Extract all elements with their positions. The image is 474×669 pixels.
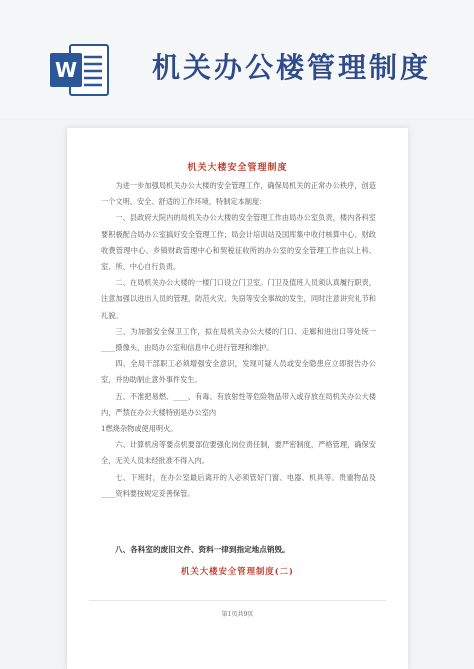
paragraph-1: 一、县政府大院内的局机关办公大楼的安全管理工作由局办公室负责，楼内各科室要积极配合局办公室搞好安全管理工作；局会计培训站及国库集中收付核算中心、财政收费管理中心、乡镇财政管理中心和契税征收所的办公室的安全管理工作由以上科、室、所、中心自行负责。 — [101, 213, 376, 272]
paragraph-2: 二、在局机关办公大楼的一楼门口设立门卫室。门卫及值班人员须认真履行职责，注意加强以进出人员的管理，防范火灾、失窃等安全事故的发生，同时注意讲究礼节和礼貌。 — [101, 278, 376, 320]
page-number: 第1页共9页 — [221, 611, 254, 618]
document-title: 机关大楼安全管理制度 — [187, 163, 288, 173]
word-document-icon — [48, 39, 110, 101]
header-banner — [0, 0, 474, 118]
paragraph-8-bold: 八、各科室的废旧文件、资料一律到指定地点销毁。 — [115, 545, 290, 554]
paragraph-4: 四、全局干部职工必须增强安全意识，发现可疑人员或安全隐患应立即报告办公室，并协助制止意外事件发生。 — [101, 359, 376, 385]
document-page — [67, 128, 408, 669]
document-subtitle: 机关大楼安全管理制度(二) — [180, 566, 295, 576]
paragraph-5: 五、不准把易燃、____、有毒、有放射性等危险物品带入或存放在局机关办公大楼内，严禁在办公大楼特别是办公室内 — [101, 391, 376, 417]
paragraph-7: 七、下班时，在办公室最后离开的人必须管好门窗、电器、机具等。贵重物品及____资料要按规定妥善保管。 — [101, 472, 376, 498]
word-icon-letter: W — [54, 58, 78, 82]
page-divider — [89, 600, 386, 601]
paragraph-5-continued: 1燃烧杂物或使用明火。 — [101, 424, 178, 434]
paragraph-intro: 为进一步加强局机关办公大楼的安全管理工作，确保局机关的正常办公秩序，创造一个文明、安全、舒适的工作环境，特制定本制度： — [101, 181, 376, 207]
paragraph-3: 三、为加强安全保卫工作，拟在局机关办公大楼的门口、走廊和进出口等处统一____摄像头，由局办公室和信息中心进行管理和维护。 — [101, 326, 376, 353]
document-body — [101, 178, 376, 502]
paragraph-6: 六、计算机房等要点机要部位要强化岗位责任制，要严密制度，严格管理，确保安全，无关人员未经批准不得入内。 — [101, 440, 376, 466]
page-title: 机关办公楼管理制度 — [152, 51, 432, 84]
